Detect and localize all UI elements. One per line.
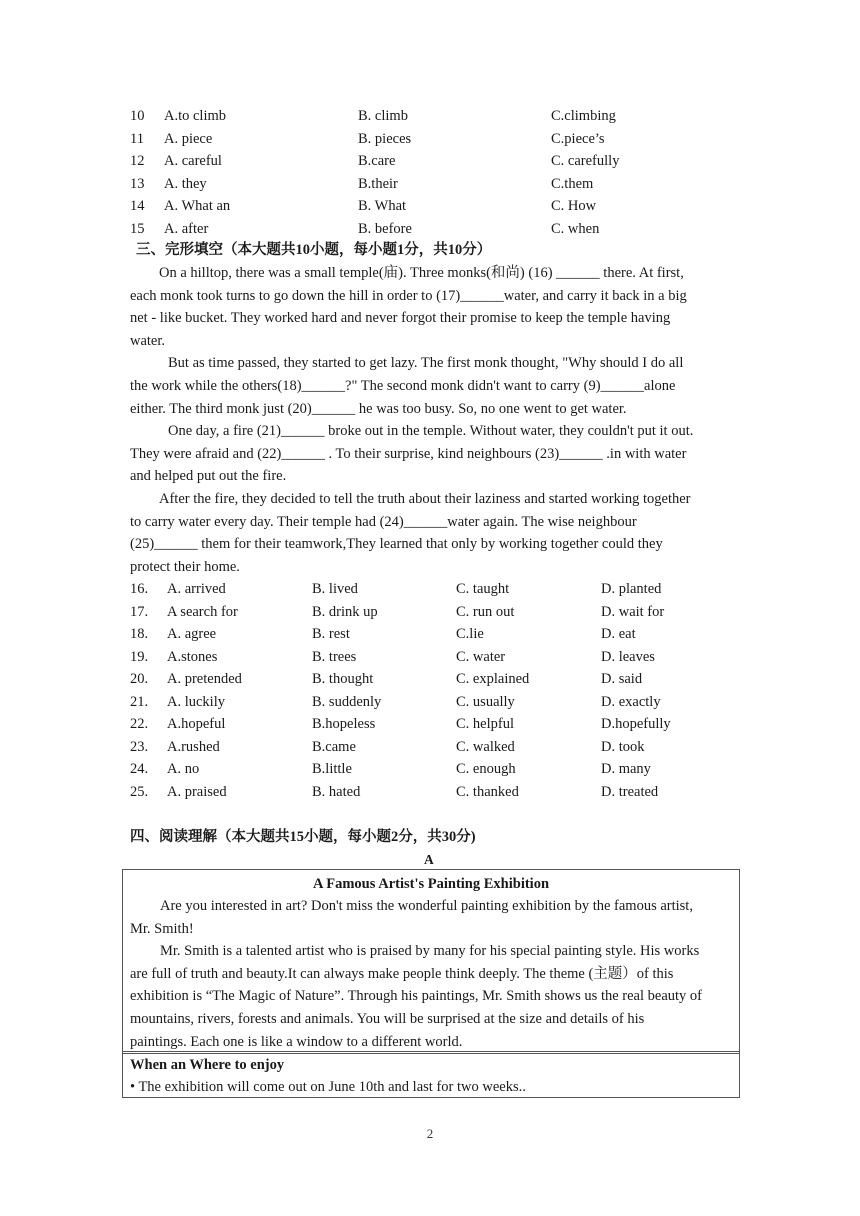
passage-line: net - like bucket. They worked hard and never forgot their promise to keep the temple having xyxy=(130,310,671,327)
option-b: B. before xyxy=(358,220,412,237)
section4-heading: 四、阅读理解（本大题共15小题，每小题2分，共30分) xyxy=(130,829,476,845)
box-line: paintings. Each one is like a window to a different world. xyxy=(130,1033,463,1050)
question-number: 10 xyxy=(130,108,145,124)
box-passage xyxy=(130,895,734,1053)
page-number: 2 xyxy=(426,1126,434,1141)
question-row xyxy=(0,174,860,197)
option-c: C. explained xyxy=(456,671,530,687)
option-a: A.rushed xyxy=(167,738,220,755)
option-c: C.them xyxy=(551,175,594,192)
option-b: B. trees xyxy=(312,648,357,665)
passage-line: (25)______ them for their teamwork,They learned that only by working together could they xyxy=(130,536,663,553)
option-a: A. luckily xyxy=(167,693,225,710)
option-a: A. praised xyxy=(167,783,227,800)
question-row xyxy=(0,714,860,737)
option-a: A. arrived xyxy=(167,581,226,597)
option-b: B.little xyxy=(312,761,352,777)
passage-line: protect their home. xyxy=(130,558,240,575)
option-b: B. thought xyxy=(312,671,374,687)
question-row xyxy=(0,782,860,805)
option-a: A. they xyxy=(164,175,207,192)
exhibition-box xyxy=(122,869,740,1054)
option-a: A. careful xyxy=(164,153,222,169)
question-row xyxy=(0,602,860,625)
question-number: 20. xyxy=(130,671,149,687)
option-c: C.piece’s xyxy=(551,130,605,147)
question-number: 25. xyxy=(130,783,149,800)
option-a: A.stones xyxy=(167,648,218,665)
option-c: C. usually xyxy=(456,693,515,710)
option-b: B. lived xyxy=(312,581,358,597)
passage-line: On a hilltop, there was a small temple(庙). Three monks(和尚) (16) ______ there. At first, xyxy=(159,265,684,281)
option-d: D. took xyxy=(601,738,645,755)
option-d: D. treated xyxy=(601,783,659,800)
box-line: mountains, rivers, forests and animals. You will be surprised at the size and details of his xyxy=(130,1010,645,1027)
option-c: C. when xyxy=(551,220,600,237)
option-b: B.hopeless xyxy=(312,716,376,732)
question-number: 19. xyxy=(130,648,149,665)
option-c: C.lie xyxy=(456,626,484,642)
box-line: Mr. Smith! xyxy=(130,920,194,937)
question-row xyxy=(0,129,860,152)
option-b: B. suddenly xyxy=(312,693,382,710)
question-row xyxy=(0,106,860,129)
option-c: C. run out xyxy=(456,603,515,620)
question-number: 18. xyxy=(130,626,149,642)
option-d: D. wait for xyxy=(601,603,665,620)
option-a: A. no xyxy=(167,761,200,777)
passage-line: the work while the others(18)______?" The second monk didn't want to carry (9)______alone xyxy=(130,377,676,394)
option-c: C. helpful xyxy=(456,716,514,732)
question-row xyxy=(0,759,860,782)
option-a: A. piece xyxy=(164,130,213,147)
passage-line: water. xyxy=(130,332,166,349)
box-line: exhibition is “The Magic of Nature”. Through his paintings, Mr. Smith shows us the real beauty of xyxy=(130,988,702,1005)
option-b: B. pieces xyxy=(358,130,412,147)
option-c: C. taught xyxy=(456,581,510,597)
passage-line: and helped put out the fire. xyxy=(130,468,287,485)
section3-heading: 三、完形填空（本大题共10小题，每小题1分，共10分） xyxy=(136,242,492,258)
option-b: B.came xyxy=(312,738,356,755)
option-d: D. said xyxy=(601,671,643,687)
option-c: C.climbing xyxy=(551,108,616,124)
passage-line: One day, a fire (21)______ broke out in the temple. Without water, they couldn't put it out. xyxy=(168,423,694,440)
option-a: A.to climb xyxy=(164,108,227,124)
option-c: C. enough xyxy=(456,761,516,777)
option-a: A.hopeful xyxy=(167,716,226,732)
option-d: D. exactly xyxy=(601,693,661,710)
question-number: 23. xyxy=(130,738,149,755)
option-d: D. leaves xyxy=(601,648,655,665)
question-row xyxy=(0,647,860,670)
option-b: B. drink up xyxy=(312,603,378,620)
option-a: A. agree xyxy=(167,626,217,642)
question-number: 13 xyxy=(130,175,145,192)
box-line: Mr. Smith is a talented artist who is praised by many for his special painting style. His works xyxy=(160,943,700,960)
question-number: 12 xyxy=(130,153,145,169)
question-number: 11 xyxy=(130,130,144,147)
box-line: are full of truth and beauty.It can always make people think deeply. The theme (主题）of this xyxy=(130,965,674,982)
passage-line: each monk took turns to go down the hill in order to (17)______water, and carry it back in a big xyxy=(130,287,687,304)
question-row xyxy=(0,692,860,715)
question-number: 24. xyxy=(130,761,149,777)
passage-line: They were afraid and (22)______ . To their surprise, kind neighbours (23)______ .in with water xyxy=(130,445,687,462)
question-row xyxy=(0,196,860,219)
box-title: A Famous Artist's Painting Exhibition xyxy=(312,876,550,892)
option-b: B. What xyxy=(358,198,407,214)
option-d: D. planted xyxy=(601,581,662,597)
question-number: 15 xyxy=(130,220,145,237)
option-a: A. What an xyxy=(164,198,231,214)
question-number: 21. xyxy=(130,693,149,710)
option-a: A search for xyxy=(167,603,238,620)
passage-line: to carry water every day. Their temple had (24)______water again. The wise neighbour xyxy=(130,513,637,530)
option-c: C. water xyxy=(456,648,506,665)
passage-line: After the fire, they decided to tell the truth about their laziness and started working together xyxy=(159,490,691,507)
when-where-line: • The exhibition will come out on June 10th and last for two weeks.. xyxy=(130,1079,526,1095)
box-line: Are you interested in art? Don't miss the wonderful painting exhibition by the famous artist, xyxy=(160,898,693,914)
question-number: 14 xyxy=(130,198,145,214)
option-c: C. thanked xyxy=(456,783,519,800)
question-number: 17. xyxy=(130,603,149,620)
option-b: B.their xyxy=(358,175,398,192)
passage-label: A xyxy=(424,852,434,867)
option-a: A. after xyxy=(164,220,209,237)
question-row xyxy=(0,579,860,602)
question-number: 16. xyxy=(130,581,149,597)
option-b: B. rest xyxy=(312,626,350,642)
question-row xyxy=(0,737,860,760)
option-a: A. pretended xyxy=(167,671,242,687)
question-row xyxy=(0,151,860,174)
question-row xyxy=(0,624,860,647)
question-number: 22. xyxy=(130,716,149,732)
option-d: D. many xyxy=(601,761,651,777)
option-d: D. eat xyxy=(601,626,636,642)
passage-line: But as time passed, they started to get lazy. The first monk thought, "Why should I do all xyxy=(168,355,684,372)
when-where-box xyxy=(122,1051,740,1098)
option-c: C. carefully xyxy=(551,153,620,169)
when-where-heading: When an Where to enjoy xyxy=(130,1057,285,1073)
option-c: C. How xyxy=(551,198,597,214)
option-c: C. walked xyxy=(456,738,515,755)
option-b: B. hated xyxy=(312,783,361,800)
option-b: B.care xyxy=(358,153,396,169)
question-row xyxy=(0,669,860,692)
passage-line: either. The third monk just (20)______ he was too busy. So, no one went to get water. xyxy=(130,400,627,417)
question-row xyxy=(0,219,860,242)
option-b: B. climb xyxy=(358,108,408,124)
option-d: D.hopefully xyxy=(601,716,671,732)
cloze-passage xyxy=(130,262,722,578)
